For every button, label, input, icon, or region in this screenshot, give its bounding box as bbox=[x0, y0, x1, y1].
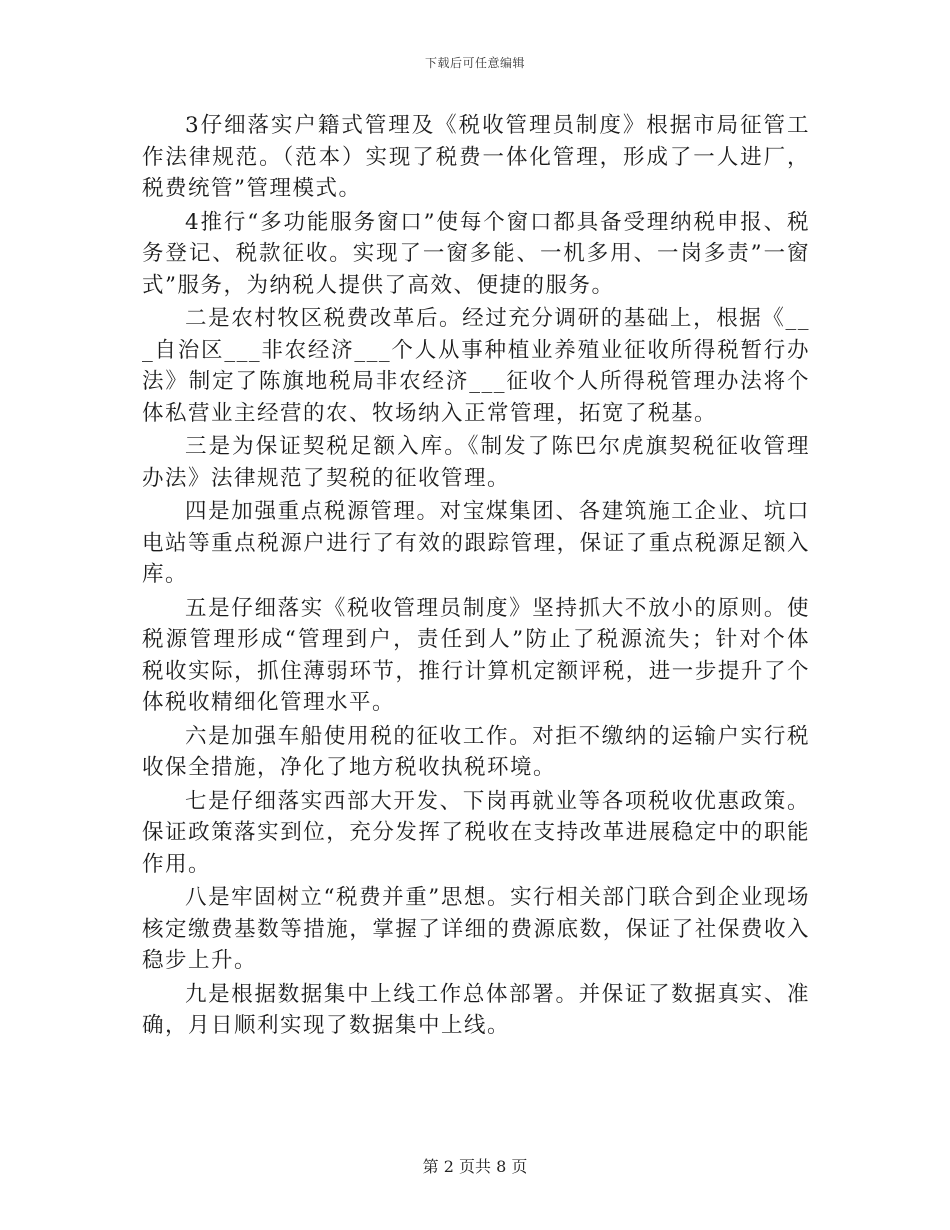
paragraph-5: 四是加强重点税源管理。对宝煤集团、各建筑施工企业、坑口电站等重点税源户进行了有效的跟踪管理，保证了重点税源足额入库。 bbox=[142, 499, 810, 587]
paragraph-1: 3仔细落实户籍式管理及《税收管理员制度》根据市局征管工作法律规范。（范本）实现了税费一体化管理，形成了一人进厂，税费统管”管理模式。 bbox=[142, 113, 810, 201]
document-body bbox=[142, 110, 810, 1044]
page-header: 下载后可任意编辑 bbox=[424, 56, 525, 70]
page-number: 第 2 页共 8 页 bbox=[422, 1157, 528, 1176]
paragraph-3: 二是农村牧区税费改革后。经过充分调研的基础上，根据《___自治区___非农经济___个人从事种植业养殖业征收所得税暂行办法》制定了陈旗地税局非农经济___征收个人所得税管理办法将个体私营业主经营的农、牧场纳入正常管理，拓宽了税基。 bbox=[142, 306, 810, 426]
paragraph-9: 八是牢固树立“税费并重”思想。实行相关部门联合到企业现场核定缴费基数等措施，掌握了详细的费源底数，保证了社保费收入稳步上升。 bbox=[142, 885, 810, 973]
paragraph-10: 九是根据数据集中上线工作总体部署。并保证了数据真实、准确，月日顺利实现了数据集中上线。 bbox=[142, 981, 810, 1038]
paragraph-6: 五是仔细落实《税收管理员制度》坚持抓大不放小的原则。使税源管理形成“管理到户，责任到人”防止了税源流失；针对个体税收实际，抓住薄弱环节，推行计算机定额评税，进一步提升了个体税收精细化管理水平。 bbox=[142, 595, 810, 715]
paragraph-7: 六是加强车船使用税的征收工作。对拒不缴纳的运输户实行税收保全措施，净化了地方税收执税环境。 bbox=[142, 723, 810, 780]
paragraph-2: 4推行“多功能服务窗口”使每个窗口都具备受理纳税申报、税务登记、税款征收。实现了一窗多能、一机多用、一岗多责”一窗式”服务，为纳税人提供了高效、便捷的服务。 bbox=[142, 209, 810, 298]
paragraph-8: 七是仔细落实西部大开发、下岗再就业等各项税收优惠政策。保证政策落实到位，充分发挥了税收在支持改革进展稳定中的职能作用。 bbox=[142, 788, 810, 877]
paragraph-4: 三是为保证契税足额入库。《制发了陈巴尔虎旗契税征收管理办法》法律规范了契税的征收管理。 bbox=[142, 434, 810, 491]
